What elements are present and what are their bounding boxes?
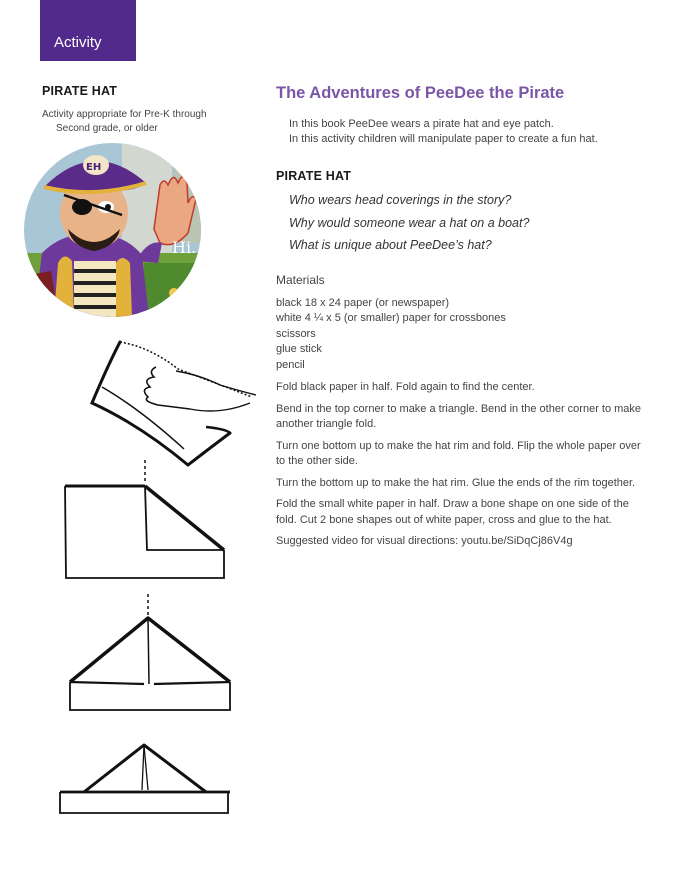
activity-tab [40,0,136,61]
triangle-hat-illustration [60,592,236,716]
instruction-step: Fold black paper in half. Fold again to find the center. [276,381,535,393]
instruction-step: Turn the bottom up to make the hat rim. Glue the ends of the rim together. [276,476,636,489]
question-list [276,189,648,257]
grade-note-line1: Activity appropriate for Pre-K through [42,109,207,120]
materials-heading: Materials [276,272,325,287]
grade-note-line2: Second grade, or older [56,123,158,134]
pirate-portrait [24,143,201,317]
material-item: glue stick [276,343,322,355]
material-item: black 18 x 24 paper (or newspaper) [276,296,450,309]
fold-paper-illustration [80,325,260,470]
question-item: Who wears head coverings in the story? [289,193,512,207]
instruction-step: Turn one bottom up to make the hat rim and fold. Flip the whole paper over to the other side. [276,439,641,467]
material-item: scissors [276,327,316,340]
main-column [276,84,648,556]
intro-line: In this book PeeDee wears a pirate hat and eye patch. [289,118,554,130]
video-link[interactable]: Suggested video for visual directions: youtu.be/SiDqCj86V4g [276,535,573,547]
materials-list [276,296,648,374]
instruction-step: Fold the small white paper in half. Draw a bone shape on one side of the fold. Cut 2 bone shapes out of white paper, cross and glue to the hat. [276,498,629,526]
material-item: white 4 ¼ x 5 (or smaller) paper for crossbones [276,312,506,324]
grade-note [42,108,242,136]
corner-fold-illustration [60,458,236,582]
left-column [42,84,242,136]
intro-text [276,117,648,147]
left-title: PIRATE HAT [42,84,118,98]
section-heading: PIRATE HAT [276,169,352,183]
finished-hat-illustration [56,740,234,820]
page-title: The Adventures of PeeDee the Pirate [276,84,565,102]
portrait-caption: Hi. [172,238,197,257]
question-item: What is unique about PeeDee’s hat? [289,238,492,252]
instruction-step: Bend in the top corner to make a triangle. Bend in the other corner to make another triangle fold. [276,402,642,430]
material-item: pencil [276,358,305,371]
question-item: Why would someone wear a hat on a boat? [289,215,530,230]
svg-text:EH: EH [86,162,102,173]
instruction-steps [276,380,648,550]
intro-line: In this activity children will manipulate paper to create a fun hat. [289,133,598,145]
activity-tab-label: Activity [54,34,102,51]
